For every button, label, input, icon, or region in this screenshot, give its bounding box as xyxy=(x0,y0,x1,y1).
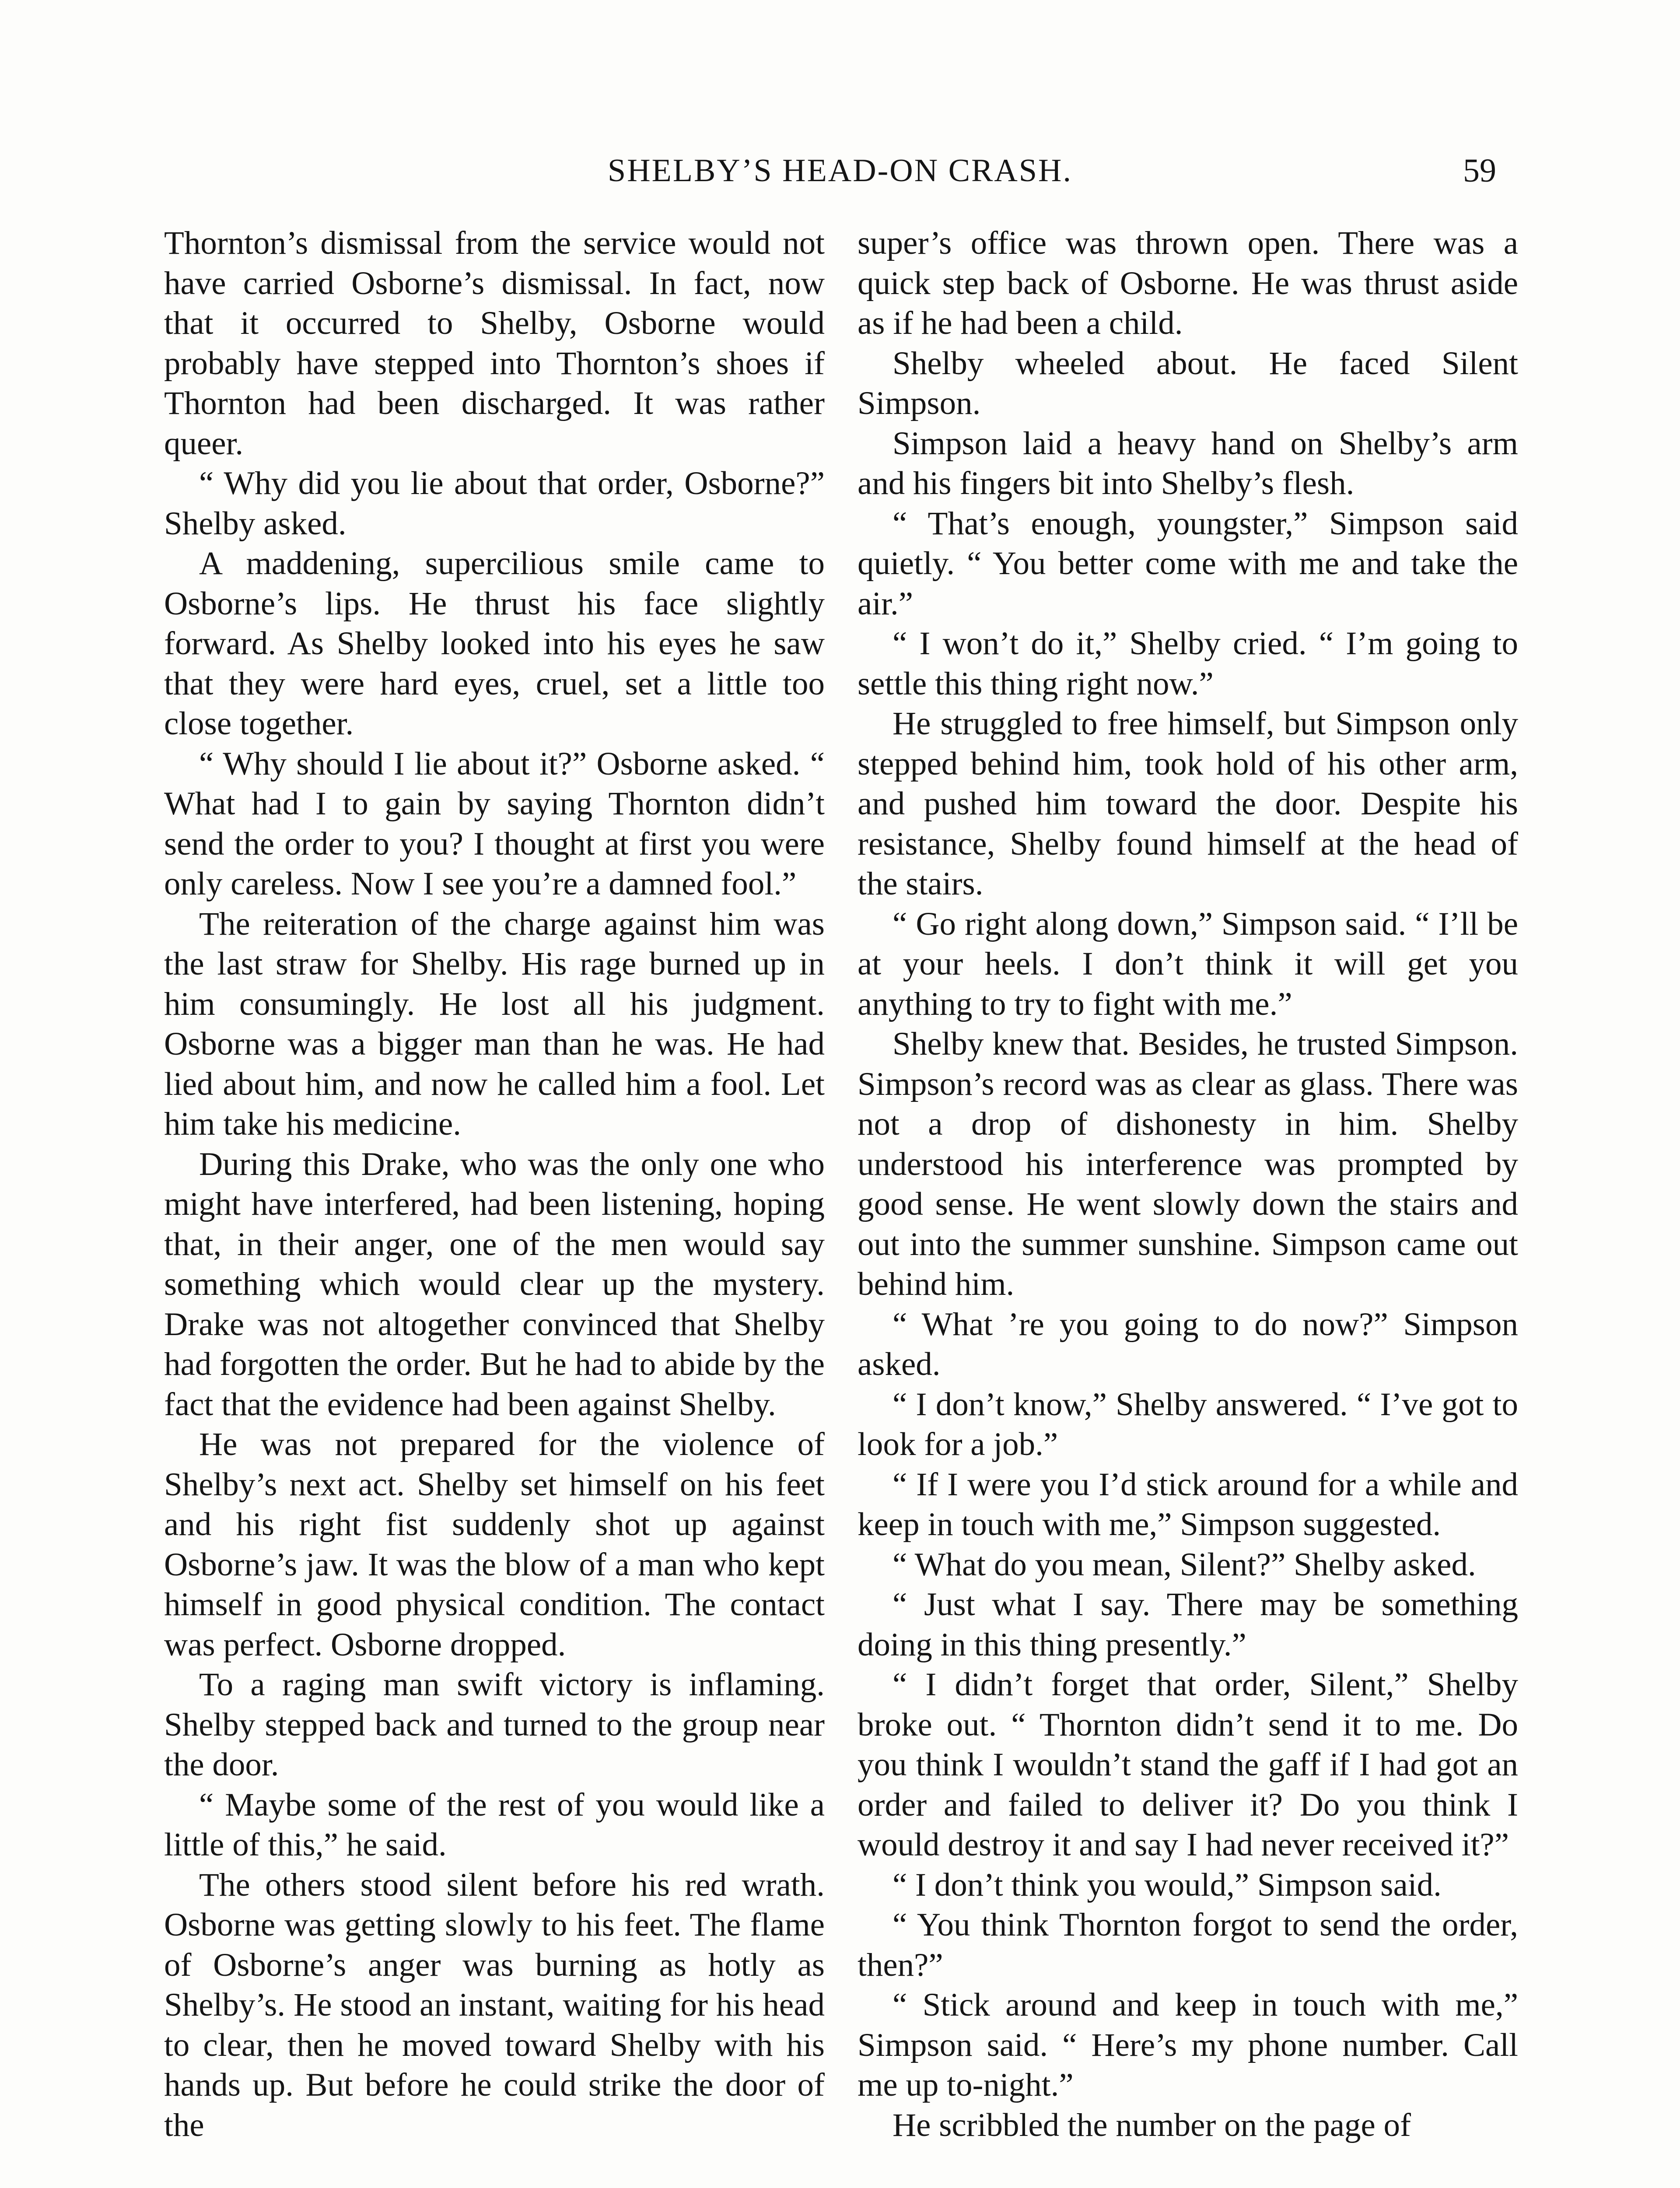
paragraph: The reiteration of the charge against him was the last straw for Shelby. His rage burned up in him consumingly. He lost all his judgment. Osborne was a bigger man than he was. He had lied about him, and now he called him a fool. Let him take his medicine. xyxy=(164,905,825,1142)
page-header xyxy=(166,144,1514,197)
paragraph: “ Stick around and keep in touch with me,” Simpson said. “ Here’s my phone number. Call me up to-night.” xyxy=(858,1987,1518,2103)
paragraph: “ Why should I lie about it?” Osborne asked. “ What had I to gain by saying Thornton didn’t send the order to you? I thought at first you were only careless. Now I see you’re a damned fool.” xyxy=(164,745,825,902)
paragraph: He scribbled the number on the page of xyxy=(892,2107,1411,2143)
paragraph: “ If I were you I’d stick around for a while and keep in touch with me,” Simpson suggested. xyxy=(858,1466,1518,1543)
paragraph: Thornton’s dismissal from the service would not have carried Osborne’s dismissal. In fact, now that it occurred to Shelby, Osborne would probably have stepped into Thornton’s shoes if Thornton had been discharged. It was rather queer. xyxy=(164,225,825,462)
paragraph: “ I don’t think you would,” Simpson said. xyxy=(892,1866,1442,1903)
paragraph: “ Just what I say. There may be something doing in this thing presently.” xyxy=(858,1586,1518,1663)
paragraph: A maddening, supercilious smile came to Osborne’s lips. He thrust his face slightly forward. As Shelby looked into his eyes he saw that they were hard eyes, cruel, set a little too close together. xyxy=(164,545,825,742)
paragraph: “ Go right along down,” Simpson said. “ I’ll be at your heels. I don’t think it will get you anything to try to fight with me.” xyxy=(858,905,1518,1022)
paragraph: The others stood silent before his red wrath. Osborne was getting slowly to his feet. The flame of Osborne’s anger was burning as hotly as Shelby’s. He stood an instant, waiting for his head to clear, then he moved toward Shelby with his hands up. But before he could strike the door of the xyxy=(164,1866,825,2143)
paragraph: “ I didn’t forget that order, Silent,” Shelby broke out. “ Thornton didn’t send it to me. Do you think I wouldn’t stand the gaff if I had got an order and failed to deliver it? Do you think I would destroy it and say I had never received it?” xyxy=(858,1666,1518,1863)
paragraph: He was not prepared for the violence of Shelby’s next act. Shelby set himself on his feet and his right fist suddenly shot up against Osborne’s jaw. It was the blow of a man who kept himself in good physical condition. The contact was perfect. Osborne dropped. xyxy=(164,1426,825,1663)
paragraph: To a raging man swift victory is inflaming. Shelby stepped back and turned to the group near the door. xyxy=(164,1666,825,1783)
paragraph: “ I don’t know,” Shelby answered. “ I’ve got to look for a job.” xyxy=(858,1386,1518,1462)
paragraph: “ That’s enough, youngster,” Simpson said quietly. “ You better come with me and take the air.” xyxy=(858,505,1518,622)
paragraph: “ You think Thornton forgot to send the order, then?” xyxy=(858,1907,1518,1983)
paragraph: “ I won’t do it,” Shelby cried. “ I’m going to settle this thing right now.” xyxy=(858,625,1518,702)
left-column xyxy=(164,223,825,2145)
paragraph: During this Drake, who was the only one who might have interfered, had been listening, hoping that, in their anger, one of the men would say something which would clear up the mystery. Drake was not altogether convinced that Shelby had forgotten the order. But he had to abide by the fact that the evidence had been against Shelby. xyxy=(164,1146,825,1423)
paragraph: Shelby wheeled about. He faced Silent Simpson. xyxy=(858,345,1518,421)
paragraph: He struggled to free himself, but Simpson only stepped behind him, took hold of his other arm, and pushed him toward the door. Despite his resistance, Shelby found himself at the head of the stairs. xyxy=(858,705,1518,902)
paragraph: Shelby knew that. Besides, he trusted Simpson. Simpson’s record was as clear as glass. There was not a drop of dishonesty in him. Shelby understood his interference was prompted by good sense. He went slowly down the stairs and out into the summer sunshine. Simpson came out behind him. xyxy=(858,1026,1518,1302)
paragraph: “ Why did you lie about that order, Osborne?” Shelby asked. xyxy=(164,465,825,542)
page-number: 59 xyxy=(1463,152,1496,189)
paragraph: super’s office was thrown open. There was a quick step back of Osborne. He was thrust aside as if he had been a child. xyxy=(858,225,1518,341)
paragraph: Simpson laid a heavy hand on Shelby’s arm and his fingers bit into Shelby’s flesh. xyxy=(858,425,1518,501)
right-column xyxy=(858,223,1518,2145)
running-title: SHELBY’S HEAD-ON CRASH. xyxy=(608,153,1072,189)
paragraph: “ What ’re you going to do now?” Simpson asked. xyxy=(858,1306,1518,1382)
paragraph: “ Maybe some of the rest of you would like a little of this,” he said. xyxy=(164,1786,825,1863)
paragraph: “ What do you mean, Silent?” Shelby asked. xyxy=(892,1546,1476,1583)
